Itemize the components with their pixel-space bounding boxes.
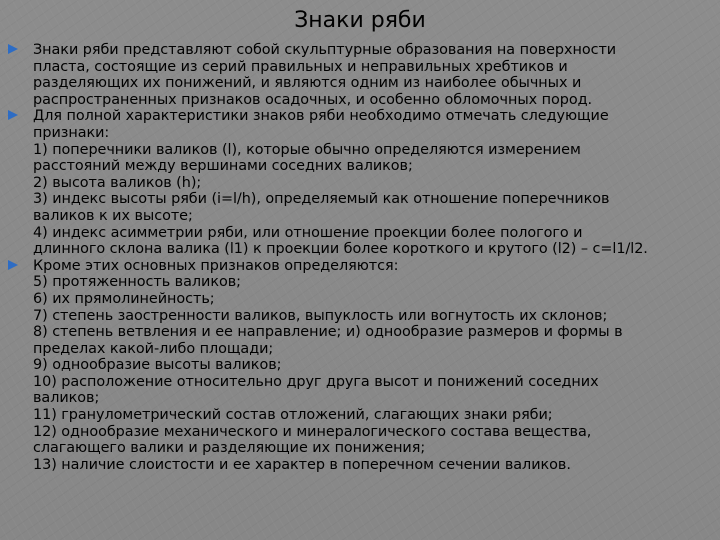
bullet-text-line: разделяющих их понижений, и являются одним из наиболее обычных и <box>33 75 582 92</box>
bullet-text-line: пределах какой-либо площади; <box>33 340 274 357</box>
bullet-text-line: 5) протяженность валиков; <box>33 274 241 291</box>
triangle-bullet-icon <box>8 260 18 270</box>
bullet-text-line: длинного склона валика (l1) к проекции более короткого и крутого (l2) – c=l1/l2. <box>33 241 648 258</box>
bullet-text-line: Знаки ряби представляют собой скульптурные образования на поверхности <box>33 42 617 58</box>
bullet-item <box>6 258 718 474</box>
bullet-text-line: 6) их прямолинейность; <box>33 290 215 307</box>
bullet-text-line: 9) однообразие высоты валиков; <box>33 357 282 374</box>
bullet-item <box>6 42 718 108</box>
bullet-text-line: 4) индекс асимметрии ряби, или отношение проекции более пологого и <box>33 224 583 241</box>
bullet-text-line: Для полной характеристики знаков ряби необходимо отмечать следующие <box>33 108 609 125</box>
bullet-text-line: 10) расположение относительно друг друга высот и понижений соседних <box>33 373 599 390</box>
bullet-text-line: Кроме этих основных признаков определяются: <box>33 257 399 274</box>
bullet-item <box>6 108 718 257</box>
bullet-text-line: валиков к их высоте; <box>33 207 193 224</box>
bullet-text-line: 13) наличие слоистости и ее характер в поперечном сечении валиков. <box>33 456 571 473</box>
bullet-text-line: слагающего валики и разделяющие их понижения; <box>33 440 426 457</box>
triangle-bullet-icon <box>8 44 18 54</box>
bullet-text-line: расстояний между вершинами соседних валиков; <box>33 158 413 175</box>
bullet-text-line: 8) степень ветвления и ее направление; и) однообразие размеров и формы в <box>33 324 623 341</box>
bullet-text-line: 12) однообразие механического и минералогического состава вещества, <box>33 423 592 440</box>
bullet-text-line: распространенных признаков осадочных, и особенно обломочных пород. <box>33 91 593 108</box>
bullet-text-line: валиков; <box>33 390 100 407</box>
bullet-text-line: признаки: <box>33 124 110 141</box>
slide-title: Знаки ряби <box>294 8 426 33</box>
triangle-bullet-icon <box>8 110 18 120</box>
bullet-text-line: 2) высота валиков (h); <box>33 174 202 191</box>
bullet-text-line: 7) степень заостренности валиков, выпуклость или вогнутость их склонов; <box>33 307 608 324</box>
bullet-text-line: 11) гранулометрический состав отложений, слагающих знаки ряби; <box>33 407 553 424</box>
bullet-text-line: пласта, состоящие из серий правильных и неправильных хребтиков и <box>33 58 568 75</box>
bullet-list <box>6 42 718 473</box>
bullet-text-line: 1) поперечники валиков (l), которые обычно определяются измерением <box>33 141 581 158</box>
bullet-text-line: 3) индекс высоты ряби (i=l/h), определяемый как отношение поперечников <box>33 191 610 208</box>
